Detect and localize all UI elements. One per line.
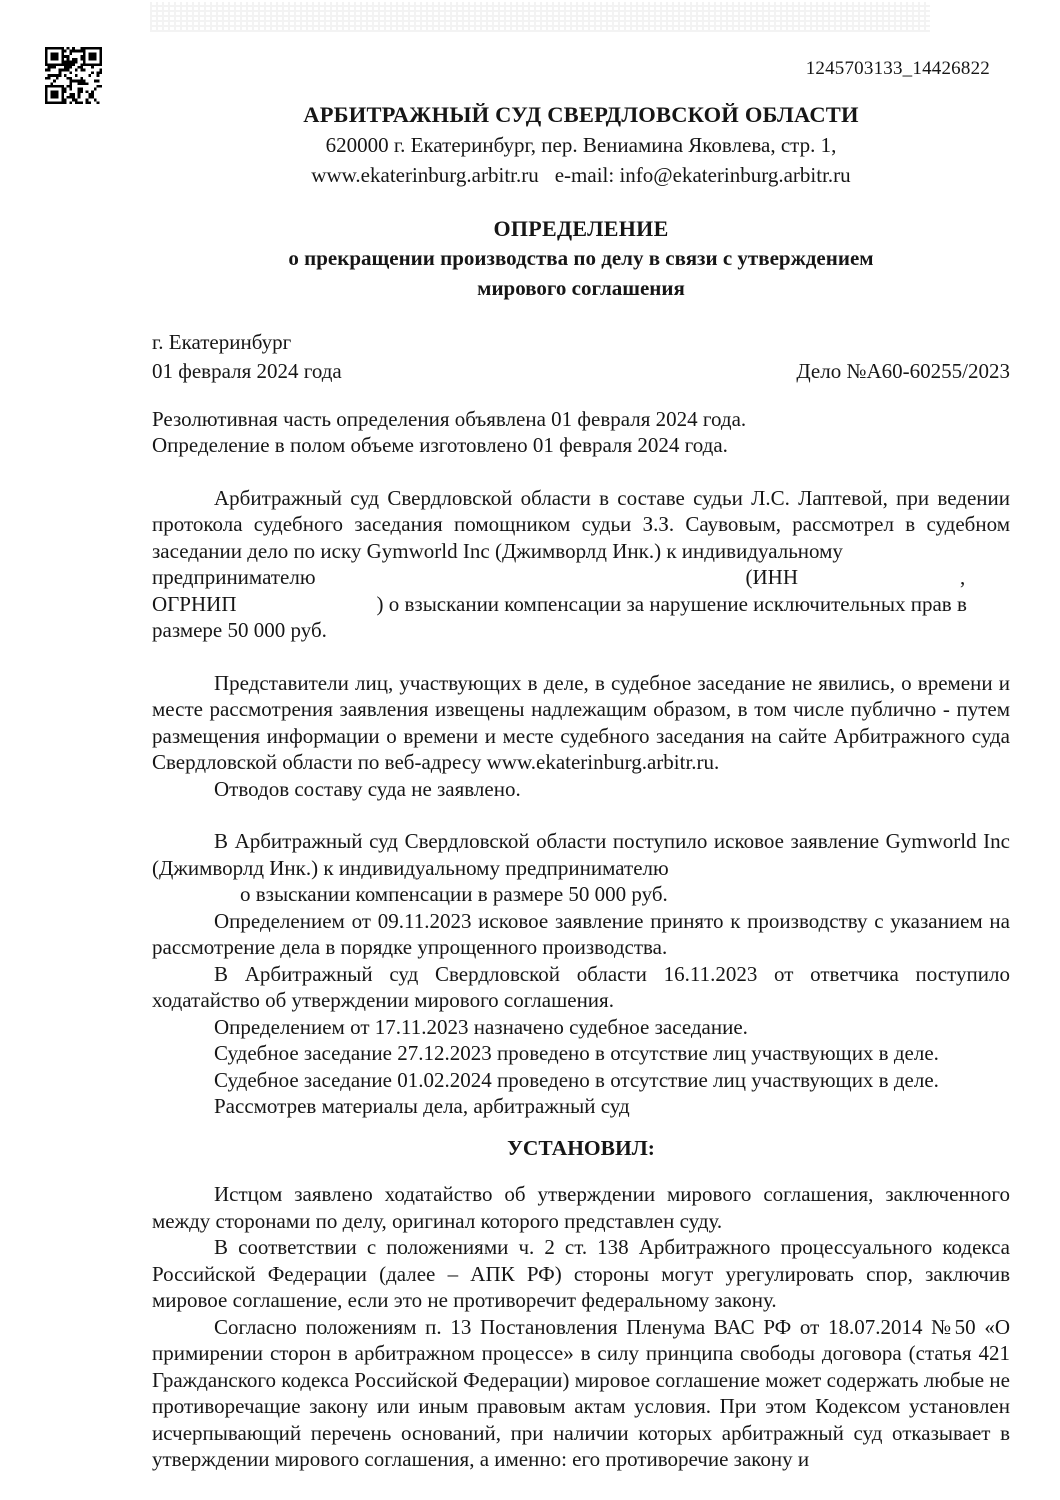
- redacted-gap: [236, 609, 376, 611]
- document-subtitle-line2: мирового соглашения: [477, 275, 685, 300]
- redacted-gap: [798, 582, 960, 584]
- date-label: 01 февраля 2024 года: [152, 359, 342, 384]
- paragraph: Резолютивная часть определения объявлена 01 февраля 2024 года.: [152, 406, 747, 431]
- court-name: АРБИТРАЖНЫЙ СУД СВЕРДЛОВСКОЙ ОБЛАСТИ: [303, 102, 859, 127]
- redacted-gap: [152, 899, 240, 901]
- paragraph: Согласно положениям п. 13 Постановления Пленума ВАС РФ от 18.07.2014 №50 «О примирении сторон в арбитражном процессе» в силу принципа свободы договора (статья 421 Гражданского кодекса Российской Федерации) мировое соглашение может содержать любые не противоречащие закону или иным правовым актам условия. При этом Кодексом установлен исчерпывающий перечень оснований, при наличии которых арбитражный суд отказывает в утверждении мирового соглашения, а именно: его противоречие закону и: [152, 1314, 1010, 1472]
- court-email: e-mail: info@ekaterinburg.arbitr.ru: [554, 162, 851, 187]
- paragraph: Определением от 09.11.2023 исковое заявление принято к производству с указанием на рассмотрение дела в порядке упрощенного производства.: [152, 908, 1010, 960]
- title-block: [152, 215, 1010, 302]
- paragraph: Определение в полом объеме изготовлено 01 февраля 2024 года.: [152, 433, 728, 458]
- paragraph: Арбитражный суд Свердловской области в составе судьи Л.С. Лаптевой, при ведении протокола судебного заседания помощником судьи З.З. Саувовым, рассмотрел в судебном заседании дело по иску Gymworld Inc (Джимворлд Инк.) к индивидуальному предпринимателю (ИНН , ОГРНИП ) о взыскании компенсации за нарушение исключительных прав в размере 50 000 руб.: [152, 485, 1010, 643]
- court-header: [152, 100, 1010, 189]
- document-id-number: 1245703133_14426822: [805, 58, 990, 79]
- city-label: г. Екатеринбург: [152, 330, 292, 355]
- court-contacts: [152, 162, 1010, 189]
- court-website: www.ekaterinburg.arbitr.ru: [311, 162, 539, 187]
- court-address: 620000 г. Екатеринбург, пер. Вениамина Яковлева, стр. 1,: [325, 133, 837, 158]
- paragraph: В Арбитражный суд Свердловской области поступило исковое заявление Gymworld Inc (Джимворлд Инк.) к индивидуальному предпринимателю о взыскании компенсации в размере 50 000 руб.: [152, 829, 1010, 907]
- document-content: [152, 0, 1010, 1473]
- paragraph: В Арбитражный суд Свердловской области 16.11.2023 от ответчика поступило ходатайство об утверждении мирового соглашения.: [152, 961, 1010, 1013]
- document-title: ОПРЕДЕЛЕНИЕ: [493, 215, 669, 241]
- paragraph: Представители лиц, участвующих в деле, в судебное заседание не явились, о времени и месте рассмотрения заявления извещены надлежащим образом, в том числе публично - путем размещения информации о времени и месте судебного заседания на сайте Арбитражного суда Свердловской области по веб-адресу www.ekaterinburg.arbitr.ru.: [152, 670, 1010, 775]
- paragraph: Рассмотрев материалы дела, арбитражный суд: [214, 1094, 630, 1119]
- paragraph: Отводов составу суда не заявлено.: [214, 776, 521, 801]
- redacted-gap: [316, 582, 746, 584]
- paragraph: Истцом заявлено ходатайство об утверждении мирового соглашения, заключенного между сторонами по делу, оригинал которого представлен суду.: [152, 1182, 1010, 1233]
- paragraph: В соответствии с положениями ч. 2 ст. 138 Арбитражного процессуального кодекса Российской Федерации (далее – АПК РФ) стороны могут урегулировать спор, заключив мировое соглашение, если это не противоречит федеральному закону.: [152, 1235, 1010, 1313]
- ustanovil-heading: УСТАНОВИЛ:: [507, 1135, 655, 1160]
- document-subtitle-line1: о прекращении производства по делу в связи с утверждением: [288, 246, 874, 271]
- scan-noise-artifact: [150, 2, 930, 32]
- paragraph: Судебное заседание 01.02.2024 проведено в отсутствие лиц участвующих в деле.: [214, 1067, 939, 1092]
- paragraph: Судебное заседание 27.12.2023 проведено в отсутствие лиц участвующих в деле.: [214, 1041, 939, 1066]
- case-number: Дело №А60-60255/2023: [796, 359, 1010, 384]
- qr-code-icon: [45, 47, 102, 104]
- document-body: [152, 406, 1010, 1473]
- case-meta: [152, 329, 1010, 385]
- paragraph: Определением от 17.11.2023 назначено судебное заседание.: [214, 1014, 748, 1039]
